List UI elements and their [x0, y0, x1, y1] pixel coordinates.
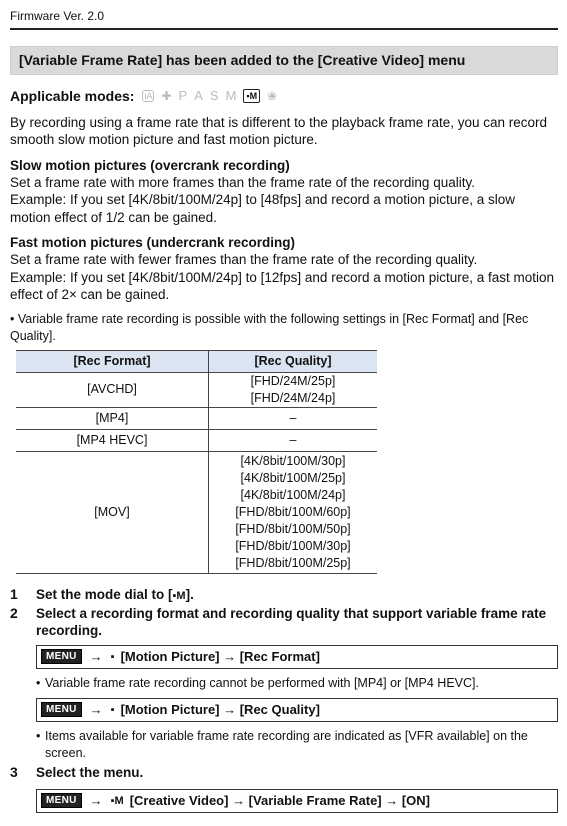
custom-mode-icon: ❀	[267, 88, 278, 103]
format-cell: [MOV]	[16, 451, 209, 573]
menu-path-variable-frame-rate	[36, 789, 558, 813]
manual-page	[10, 0, 558, 813]
note-item: • Variable frame rate recording cannot be performed with [MP4] or [MP4 HEVC].	[36, 675, 479, 690]
format-cell: [AVCHD]	[16, 372, 209, 407]
table-row	[16, 372, 377, 407]
mode-icons	[142, 88, 277, 103]
table-header-rec-quality: [Rec Quality]	[209, 350, 378, 372]
menu-path-text: [Motion Picture] → [Rec Format]	[120, 649, 320, 664]
header-divider	[10, 28, 558, 30]
quality-cell: –	[209, 429, 378, 451]
slow-motion-text-2: Example: If you set [4K/8bit/100M/24p] to [48fps] and record a motion picture, a slow motion effect of 1/2 can be gained.	[10, 192, 516, 225]
aperture-mode-icon: A	[194, 88, 203, 103]
intro-paragraph: By recording using a frame rate that is different to the playback frame rate, you can record smooth slow motion picture and fast motion picture.	[10, 114, 548, 147]
program-mode-icon: P	[178, 88, 188, 103]
step-text: Select a recording format and recording quality that support variable frame rate recording.	[36, 605, 547, 638]
format-cell: [MP4]	[16, 407, 209, 429]
slow-motion-text-1: Set a frame rate with more frames than the frame rate of the recording quality.	[10, 174, 475, 190]
plus-icon: ✚	[161, 88, 172, 103]
menu-button-icon: MENU	[41, 793, 82, 808]
quality-cell: [FHD/24M/25p] [FHD/24M/24p]	[209, 372, 378, 407]
fast-motion-text-1: Set a frame rate with fewer frames than the frame rate of the recording quality.	[10, 252, 478, 267]
step-text: Set the mode dial to [▪M].	[36, 586, 194, 602]
menu-button-icon: MENU	[41, 649, 82, 664]
rec-settings-table	[16, 350, 377, 574]
menu-path-rec-quality	[36, 698, 558, 722]
quality-cell: [4K/8bit/100M/30p] [4K/8bit/100M/25p] [4K/8bit/100M/24p] [FHD/8bit/100M/60p] [FHD/8bit/100M/50p] [FHD/8bit/100M/30p] [FHD/8bit/100M/25p]	[209, 451, 378, 573]
table-row	[16, 407, 377, 429]
slow-motion-heading: Slow motion pictures (overcrank recording)	[10, 157, 290, 173]
motion-picture-icon: ▪	[110, 650, 115, 663]
arrow-icon: →	[89, 793, 103, 808]
creative-video-mode-icon: ▪M	[243, 89, 260, 103]
arrow-icon: →	[89, 702, 103, 717]
step-1	[10, 586, 558, 605]
quality-cell: –	[209, 407, 378, 429]
applicable-modes	[10, 87, 558, 105]
step-3	[10, 764, 558, 781]
step-number: 2	[10, 604, 18, 621]
table-row	[16, 451, 377, 573]
arrow-icon: →	[89, 649, 103, 664]
section-banner: [Variable Frame Rate] has been added to the [Creative Video] menu	[10, 46, 558, 75]
applicable-modes-label: Applicable modes:	[10, 87, 135, 104]
creative-video-mode-icon: ▪M	[172, 589, 186, 602]
step-2	[10, 605, 558, 639]
menu-button-icon: MENU	[41, 702, 82, 717]
motion-picture-icon: ▪	[110, 703, 115, 716]
table-row	[16, 429, 377, 451]
shutter-mode-icon: S	[209, 88, 219, 103]
manual-mode-icon: M	[225, 88, 237, 103]
menu-path-rec-format	[36, 645, 558, 669]
fast-motion-heading: Fast motion pictures (undercrank recording)	[10, 235, 296, 250]
format-cell: [MP4 HEVC]	[16, 429, 209, 451]
fast-motion-text-2: Example: If you set [4K/8bit/100M/24p] to [12fps] and record a motion picture, a fast motion effect of 2× can be gained.	[10, 269, 555, 302]
firmware-version: Firmware Ver. 2.0	[10, 9, 105, 23]
step-text: Select the menu.	[36, 764, 144, 780]
table-header-rec-format: [Rec Format]	[16, 350, 209, 372]
menu-path-text: [Motion Picture] → [Rec Quality]	[120, 702, 320, 717]
vfr-settings-note: • Variable frame rate recording is possible with the following settings in [Rec Format] and [Rec Quality].	[10, 311, 529, 343]
creative-video-icon: ▪M	[110, 794, 124, 807]
intelligent-auto-icon: iA	[144, 90, 153, 101]
menu-path-text: [Creative Video] → [Variable Frame Rate] → [ON]	[129, 793, 431, 808]
note-item: • Items available for variable frame rate recording are indicated as [VFR available] on the screen.	[36, 728, 528, 760]
step-number: 1	[10, 585, 18, 602]
step-number: 3	[10, 763, 18, 780]
